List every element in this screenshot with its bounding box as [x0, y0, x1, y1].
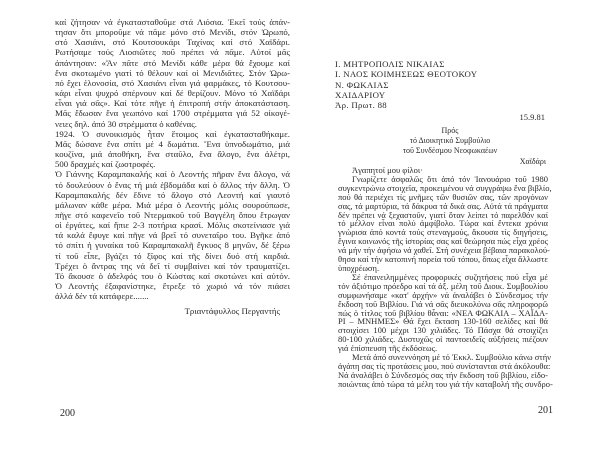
text-line: Ρωτήσαμε τούς Λιοσιῶτες ποῦ πρέπει νά πᾶμε. Αὐτοί μᾶς: [55, 47, 290, 58]
text-line: τί τοῦ εἶπε, βγάζει τό ξῖφος καί τῆς δίνει δυό στή καρδιά.: [55, 250, 290, 261]
paragraph: [338, 352, 553, 389]
page-number-right: 201: [538, 405, 553, 416]
text-line: ἀπάντησαν: «Ἄν πᾶτε στό Μενίδι κάθε μέρα θά ἔχουμε καί: [55, 57, 290, 68]
text-line: Σέ ἐπανειλημμένες προφορικές συζητήσεις πού εἶχα μέ: [352, 271, 548, 282]
text-line: Μᾶς ἔδωσαν ἕνα γεωπόνο καί 1700 στρέμματα γιά 52 οἰκογέ-: [55, 108, 290, 119]
paragraph: [338, 273, 548, 353]
text-line: 80-100 χιλιάδες. Δυστυχῶς οἱ παντοειδεῖς αὐξήσεις πιέζουν: [338, 334, 548, 345]
text-line: 500 δραχμές καί ζωοτροφές.: [55, 159, 156, 170]
text-line: Ἀγαπητοί μου φίλοι·: [352, 165, 423, 175]
paragraph: [55, 169, 290, 301]
text-line: στοιχίσει 100 μέχρι 130 χιλιάδες. Τό Πάσχα θά στοιχίζει: [338, 325, 548, 336]
left-page-text: [55, 17, 290, 301]
text-line: πό ἔχει ἑλονοσία, στό Χασιάνι εἶναι γιά φαρμάκες, τό Κουτσου-: [55, 77, 290, 88]
text-line: Μᾶς δώσανε ἕνα σπίτι μέ 4 δωμάτια. Ἕνα ὑπνοδωμάτιο, μιά: [55, 138, 290, 149]
letter-date: 15.9.81: [519, 112, 545, 122]
text-line: κουζίνα, μιά ἀποθήκη, ἕνα σταῦλο, ἕνα ἄλογο, ἕνα ἀλέτρι,: [55, 149, 290, 160]
text-line: νειες δηλ. ἀπό 30 στρέμματα ὁ καθένας.: [55, 118, 197, 129]
author-signature: Τριαντάφυλλος Περγαντής: [184, 306, 280, 316]
text-line: θησα καί τήν κατοπινή πορεία τοῦ τόπου, ὅπως εἶχα ἄλλωστε: [338, 254, 548, 265]
right-page: [300, 0, 600, 450]
header-line: Ι. ΝΑΟΣ ΚΟΙΜΗΣΕΩΣ ΘΕΟΤΟΚΟΥ: [335, 69, 478, 80]
text-line: τά καλά ἔφυγε καί πῆγε νά βρεῖ τό συνεταῖρο του. Βγῆκε ἀπό: [55, 230, 290, 241]
recipient-place: Χαϊδάρι: [519, 157, 546, 166]
text-line: ἔκδοση τοῦ Βιβλίου. Γιά νά σᾶς διευκολύνω σᾶς πληροφορῶ: [338, 298, 548, 309]
text-line: τό σπίτι ἡ γυναίκα τοῦ Καραμπακαλῆ ἔγκυος 8 μηνῶν, δέ ξέρω: [55, 240, 290, 251]
letter-header: [335, 59, 477, 110]
text-line: τησαν ὅτι μποροῦμε νά πᾶμε μόνο στό Μενίδι, στόν Ὠρωπό,: [55, 27, 290, 38]
text-line: Ὁ Γιάννης Καραμπακαλής καί ὁ Λεοντής πῆραν ἕνα ἄλογο, νά: [55, 169, 290, 180]
text-line: Νά ἀναλάβει ὁ Σύνδεσμός σας τήν ἔκδοση τοῦ βιβλίου, εἰδο-: [338, 369, 548, 380]
text-line: Ὁ Λεοντής ἐξαφανίστηκε, ἔτρεξε τό χωριό νά τόν πιάσει: [55, 281, 290, 292]
text-line: τό δουλεύουν ὁ ἕνας τή μιά ἑβδομάδα καί ὁ ἄλλος τήν ἄλλη. Ὁ: [55, 179, 290, 190]
text-line: πῆγε στό καφενεῖο τοῦ Ντερμακοῦ τοῦ Βαγγέλη ὅπου ἔτρωγαν: [55, 209, 290, 220]
recipient-line: τό Διοικητικό Συμβούλιο: [409, 136, 491, 145]
text-line: 1924. Ὁ συνοικισμός ἦταν ἕτοιμος καί ἐγκατασταθήκαμε.: [55, 128, 290, 139]
text-line: τό μέλλον εἶναι πολύ ἀμφίβολο. Τώρα καί ἔντεκα χρόνια: [338, 218, 548, 229]
text-line: τόν ἀξιότιμο πρόεδρο καί τά ἀξ. μέλη τοῦ Διοικ. Συμβουλίου: [338, 280, 548, 291]
text-line: μάλωναν κάθε μέρα. Μιά μέρα ὁ Λεοντής μόλις σουρούπωσε,: [55, 199, 290, 210]
text-line: οἱ ἐργάτες, καί ἤπιε 2-3 ποτήρια κρασί. Μόλις σκοτείνιασε γιά: [55, 220, 290, 231]
recipient-line: τοῦ Συνδέσμου Νεοφωκαέων: [402, 146, 498, 155]
text-line: πού θά περιέχει τίς μνῆμες τῶν θυσιῶν σας, τῶν προγόνων: [338, 191, 548, 202]
text-line: νά μήν τήν ἀφήσω νά χαθεῖ. Στή συνέχεια βέβαια παρακολού-: [338, 245, 550, 256]
text-line: ΡΙ – ΜΝΗΜΕΣ» Θά ἔχει ἔκταση 130-160 σελίδες καί θά: [338, 316, 548, 327]
text-line: στό Χασιάνι, στό Κουτσουκάρι Ταχίνας καί στό Χαϊδάρι.: [55, 37, 290, 48]
paragraph: [55, 17, 290, 129]
text-line: κάρι εἶναι ψυχρό σπέρνουν καί δέ θερίζουν. Μόνο τό Χαϊδάρι: [55, 88, 290, 99]
text-line: πώς ὁ τίτλος τοῦ βιβλίου θἆναι: «ΝΕΑ ΦΩΚΑΙΑ – ΧΑΪΔΑ-: [338, 307, 548, 318]
text-line: Καραμπακαλής δέν ἔδινε τό ἄλογο στό Λεοντή καί γιαυτό: [55, 189, 290, 200]
letter-body: [338, 165, 553, 389]
recipient-line: Πρός: [441, 126, 459, 135]
text-line: συμφωνήσαμε «κατ' ἀρχήν» νά ἀναλάβει ὁ Σύνδεσμος τήν: [338, 289, 548, 300]
text-line: Τό ἄκουσε ὁ ἀδελφός του ὁ Κώστας καί σκοτώνει καί αὐτόν.: [55, 270, 290, 281]
text-line: συγκεντρώνω στοιχεῖα, προκειμένου νά συγγράψω ἕνα βιβλίο,: [338, 182, 552, 193]
text-line: ἔγινα κοινωνός τῆς ἱστορίας σας καί θεώρησα πώς εἶχα χρέος: [338, 236, 548, 247]
text-line: εἶναι γιά σᾶς». Καί τότε πῆγε ἡ ἐπιτροπή στήν ἀποκατάσταση.: [55, 98, 290, 109]
text-line: σας, τά μαρτύρια, τά δάκρυα τά δικά σας. Αὐτά τά πράγματα: [338, 200, 548, 211]
text-line: Τρέχει ὁ ἄντρας της νά δεῖ τί συμβαίνει καί τόν τραυματίζει.: [55, 260, 290, 271]
header-line: Ι. ΜΗΤΡΟΠΟΛΙΣ ΝΙΚΑΙΑΣ: [335, 59, 445, 69]
text-line: ποιώντας ἀπό τώρα τά μέλη του γιά τήν καταβολή τῆς συνδρο-: [338, 378, 553, 389]
paragraph: [55, 129, 290, 170]
protocol-number: Ἀρ. Πρωτ. 88: [335, 100, 388, 111]
text-line: καί ζήτησαν νά ἐγκατασταθοῦμε στά Λιόσια. Ἐκεῖ τούς ἀπάν-: [55, 17, 290, 27]
letter-recipient: [350, 126, 550, 156]
text-line: Γνωρίζετε ἀσφαλῶς ὅτι ἀπό τόν Ἰανουάριο τοῦ 1980: [352, 173, 548, 184]
text-line: γιά ἐπίσπευση τῆς ἐκδόσεως.: [338, 343, 438, 354]
text-line: δέν πρέπει νά ξεχαστοῦν, γιατί ὅταν λείπει τό παρελθόν καί: [338, 209, 548, 220]
text-line: ἀλλά δέν τά κατάφερε.......: [55, 291, 149, 302]
text-line: ἀγάπη σας τίς προτάσεις μου, πού συνίστανται στά ἀκόλουθα:: [338, 360, 551, 371]
text-line: Μετά ἀπό συνεννόηση μέ τό Ἐκκλ. Συμβούλιο κάνω στήν: [352, 352, 552, 363]
header-line: Ν. ΦΩΚΑΙΑΣ: [335, 79, 389, 90]
text-line: ὑποχρέωση.: [338, 262, 380, 273]
text-line: ἕνα σκοτωμένο γιατί τό θέλουν καί οἱ Μενιδιᾶτες. Στόν Ὠρω-: [55, 67, 290, 78]
page-number-left: 200: [60, 408, 75, 419]
header-line: ΧΑΙΔΑΡΙΟΥ: [335, 89, 386, 100]
text-line: γνώρισα ἀπό κοντά τούς στεναγμούς, ἄκουσα τίς διηγήσεις,: [338, 227, 548, 238]
paragraph: [338, 173, 552, 273]
